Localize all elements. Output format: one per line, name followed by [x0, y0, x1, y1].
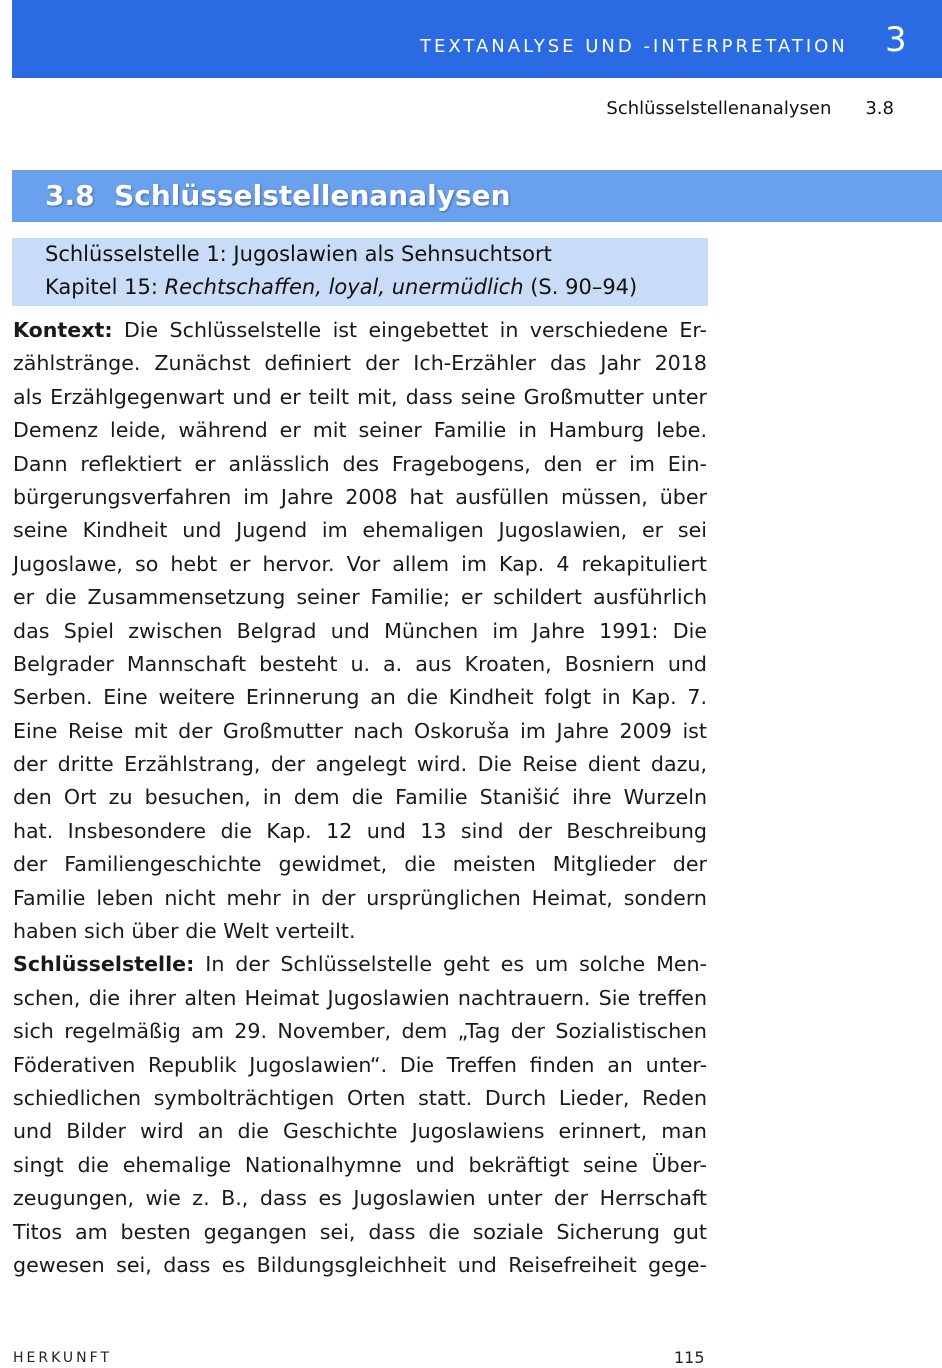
text-line: Jugoslawe, so hebt er hervor. Vor allem im Kap. 4 rekapituliert	[13, 551, 707, 576]
chapter-title: Rechtschaffen, loyal, unermüdlich	[164, 275, 524, 299]
running-title: Schlüsselstellenanalysen	[606, 98, 832, 119]
key-passage-title: Schlüsselstelle 1: Jugoslawien als Sehnsuchtsort	[45, 242, 552, 266]
key-passage-chapter	[45, 275, 637, 299]
chapter-section-label: TEXTANALYSE UND -INTERPRETATION	[420, 36, 848, 57]
chapter-number: 3	[885, 20, 907, 60]
footer-page-number: 115	[674, 1348, 705, 1367]
text-line: Kontext: Die Schlüsselstelle ist eingebettet in verschiedene Er-	[13, 318, 707, 342]
text-line: er die Zusammensetzung seiner Familie; er schildert ausführlich	[13, 585, 707, 610]
text-line: der Familiengeschichte gewidmet, die meisten Mitglieder der	[13, 852, 707, 877]
text-line: als Erzählgegenwart und er teilt mit, dass seine Großmutter unter	[13, 384, 707, 409]
text-line: Belgrader Mannschaft besteht u. a. aus Kroaten, Bosniern und	[13, 651, 707, 676]
text-line: singt die ehemalige Nationalhymne und bekräftigt seine Über-	[13, 1152, 707, 1177]
text-line: Familie leben nicht mehr in der ursprünglichen Heimat, sondern	[13, 885, 707, 910]
running-section-number: 3.8	[865, 98, 894, 119]
chapter-prefix: Kapitel 15:	[45, 275, 165, 299]
text-line: zählstränge. Zunächst definiert der Ich-Erzähler das Jahr 2018	[13, 351, 707, 376]
text-line: den Ort zu besuchen, in dem die Familie Stanišić ihre Wurzeln	[13, 785, 707, 810]
section-title-bar	[12, 170, 942, 222]
keypassage-label: Schlüsselstelle:	[13, 952, 195, 977]
text-line: zeugungen, wie z. B., dass es Jugoslawien unter der Herrschaft	[13, 1186, 707, 1211]
text-line: der dritte Erzählstrang, der angelegt wird. Die Reise dient dazu,	[13, 752, 707, 777]
text-line: schiedlichen symbolträchtigen Orten statt. Durch Lieder, Reden	[13, 1085, 707, 1110]
text-line: Schlüsselstelle: In der Schlüsselstelle geht es um solche Men-	[13, 952, 707, 977]
text-line: Föderativen Republik Jugoslawien“. Die Treffen finden an unter-	[13, 1052, 707, 1077]
context-label: Kontext:	[13, 318, 113, 342]
text-line: das Spiel zwischen Belgrad und München im Jahre 1991: Die	[13, 618, 707, 643]
section-title: 3.8 Schlüsselstellenanalysen	[45, 179, 511, 212]
body-text	[13, 314, 707, 1282]
text-line: hat. Insbesondere die Kap. 12 und 13 sind der Beschreibung	[13, 818, 707, 843]
key-passage-box	[12, 238, 708, 306]
text-line: schen, die ihrer alten Heimat Jugoslawien nachtrauern. Sie treffen	[13, 985, 707, 1010]
text-line: Dann reflektiert er anlässlich des Fragebogens, den er im Ein-	[13, 451, 707, 476]
page-range: (S. 90–94)	[523, 275, 638, 299]
text-line: und Bilder wird an die Geschichte Jugoslawiens erinnert, man	[13, 1119, 707, 1144]
text-line: seine Kindheit und Jugend im ehemaligen Jugoslawien, er sei	[13, 518, 707, 543]
footer-book-title: HERKUNFT	[13, 1350, 112, 1366]
text-line: Eine Reise mit der Großmutter nach Oskoruša im Jahre 2009 ist	[13, 718, 707, 743]
text-line: sich regelmäßig am 29. November, dem „Tag der Sozialistischen	[13, 1019, 707, 1044]
text-line: gewesen sei, dass es Bildungsgleichheit und Reisefreiheit gege-	[13, 1252, 707, 1277]
chapter-header-bar	[12, 0, 942, 78]
running-header	[606, 98, 894, 119]
text-line: Demenz leide, während er mit seiner Familie in Hamburg lebe.	[13, 418, 707, 443]
text-line: Titos am besten gegangen sei, dass die soziale Sicherung gut	[13, 1219, 707, 1244]
text-line: bürgerungsverfahren im Jahre 2008 hat ausfüllen müssen, über	[13, 484, 707, 509]
text-line: Serben. Eine weitere Erinnerung an die Kindheit folgt in Kap. 7.	[13, 685, 707, 710]
text-line: haben sich über die Welt verteilt.	[13, 919, 356, 944]
